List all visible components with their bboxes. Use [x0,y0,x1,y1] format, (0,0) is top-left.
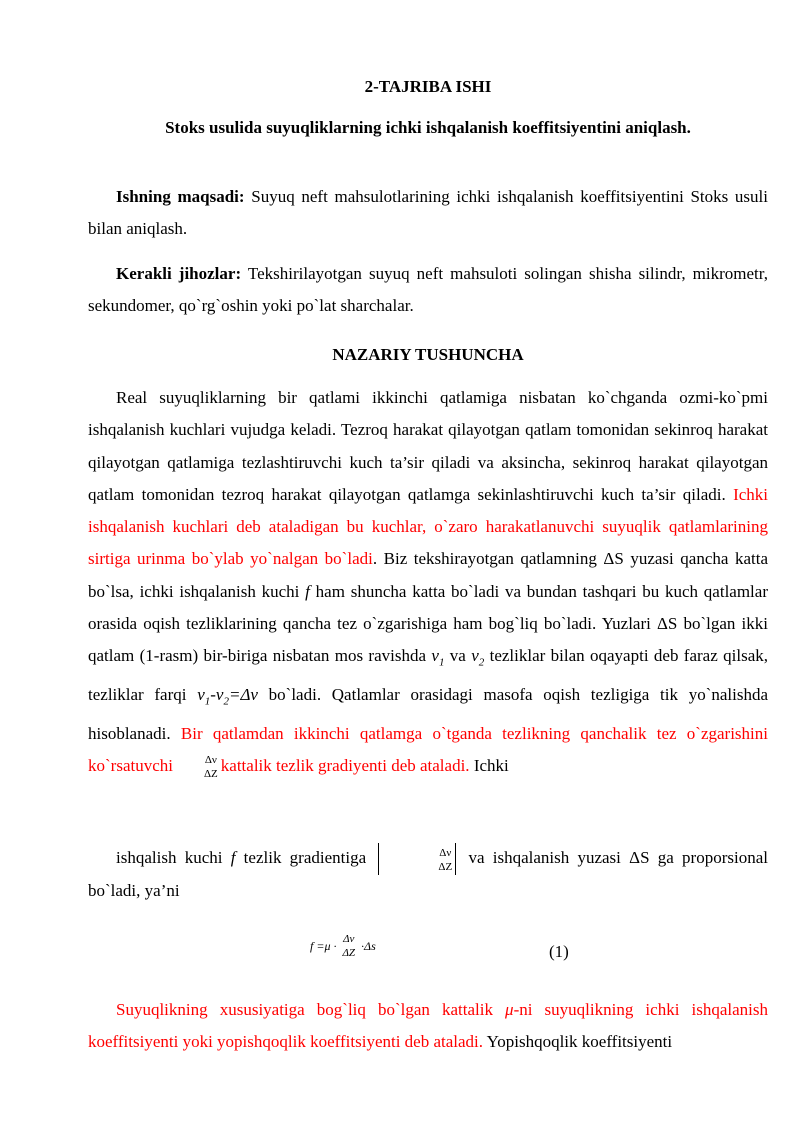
equation-number: (1) [549,942,569,961]
gradient-bracket [378,843,456,875]
gradient-fraction-2 [410,846,452,874]
mu-symbol: μ [505,1000,514,1019]
theory-highlight-3: kattalik tezlik gradiyenti deb ataladi. [220,756,470,776]
force-symbol-2: f [230,848,236,867]
viscosity-formula [310,932,376,960]
section-title: NAZARIY TUSHUNCHA [332,345,524,364]
theory-text-e: bo`ladi. Qatlamlar orasidagi masofa oqish tezligiga tik yo`nalishda hisoblanadi. [88,685,769,743]
theory-text-c: ham shuncha katta bo`ladi va bundan tashqari bu kuch qatlamlar orasida oqish tezliklarining qancha tez o`zgarishiga ham bog`liq bo`ladi. Yuzlari ΔS bo`lgan ikki qatlam (1-rasm) bir-biriga nisbatan mos ravishda [88,581,768,666]
final-paragraph [88,994,768,1059]
formula-fraction [342,932,355,960]
diff-v1: v [197,685,205,705]
v2-subscript: 2 [478,656,485,669]
theory-highlight-1: Ichki ishqalanish kuchlari deb ataladigan bu kuchlar, o`zaro harakatlanuvchi suyuqlik qatlamlarining sirtiga urinma bo`ylab yo`nalgan bo`ladi [88,484,768,569]
formula-eq: =μ · [316,938,337,953]
equipment-text: Tekshirilayotgan suyuq neft mahsuloti solingan shisha silindr, mikrometr, sekundomer, qo`rg`oshin yoki po`lat sharchalar. [88,264,768,316]
formula-numerator: Δν [343,933,355,945]
formula-denominator: ΔZ [342,947,356,959]
equipment-paragraph [88,258,768,323]
gradient-fraction [176,753,218,781]
gradient-denominator: ΔZ [203,768,218,781]
page-subtitle: Stoks usulida suyuqliklarning ichki ishqalanish koeffitsiyentini aniqlash. [165,118,691,137]
proportional-text-a: ishqalish kuchi [116,848,231,867]
proportional-text-b: tezlik gradientiga [235,848,375,867]
diff-equals: =Δv [228,685,258,705]
force-symbol: f [305,581,310,601]
v2-symbol: v [471,646,479,666]
aim-text: Suyuq neft mahsulotlarining ichki ishqalanish koeffitsiyentini Stoks usuli bilan aniqlash. [88,187,768,239]
final-highlight-a: Suyuqlikning xususiyatiga bog`liq bo`lgan kattalik [116,1000,506,1019]
page-title: 2-TAJRIBA ISHI [364,77,492,96]
diff-v2-subscript: 2 [223,695,229,708]
v1-subscript: 1 [438,656,445,669]
formula-lhs: f [310,938,314,953]
theory-text-a: Real suyuqliklarning bir qatlami ikkinchi qatlamiga nisbatan ko`chganda ozmi-ko`pmi ishqalanish kuchlari vujudga keladi. Tezroq harakat qilayotgan qatlam tomonidan sekinroq harakat qilayotgan qatlamiga tezlashtiruvchi kuch ta’sir qiladi va aksincha, sekinroq harakat qilayotgan qatlam tomonidan tezroq harakat qilayotgan qatlamga sekinlashtiruvchi kuch ta’sir qiladi. [88,388,768,504]
proportional-text-c: va ishqalanish yuzasi ΔS ga proporsional bo`ladi, ya’ni [88,848,768,901]
diff-v1-subscript: 1 [204,695,211,708]
gradient-denominator-2: ΔZ [438,861,453,874]
final-highlight-b: -ni suyuqlikning ichki ishqalanish koeffitsiyenti yoki yopishqoqlik koeffitsiyenti deb ataladi. [88,1000,768,1052]
formula-rhs: ·Δs [361,938,376,953]
aim-label: Ishning maqsadi: [116,187,245,206]
diff-v2: v [215,685,224,705]
theory-text-d: tezliklar bilan oqayapti deb faraz qilsak, tezliklar farqi [88,646,768,705]
theory-paragraph [88,382,768,782]
equipment-label: Kerakli jihozlar: [116,264,242,283]
theory-text-f: Ichki [469,756,509,776]
theory-text-b: . Biz tekshirayotgan qatlamning ΔS yuzasi qancha katta bo`lsa, ichki ishqalanish kuchi [88,549,768,601]
aim-paragraph [88,181,768,246]
gradient-numerator-2: Δν [439,847,452,860]
diff-minus: - [210,685,216,705]
gradient-numerator: Δν [204,754,217,767]
v1-symbol: v [431,646,439,666]
proportional-paragraph [88,842,768,908]
theory-highlight-2: Bir qatlamdan ikkinchi qatlamga o`tganda tezlikning qanchalik tez o`zgarishini ko`rsatuvchi [88,723,768,776]
final-text: Yopishqoqlik koeffitsiyenti [483,1032,673,1052]
and-text: va [444,646,472,666]
